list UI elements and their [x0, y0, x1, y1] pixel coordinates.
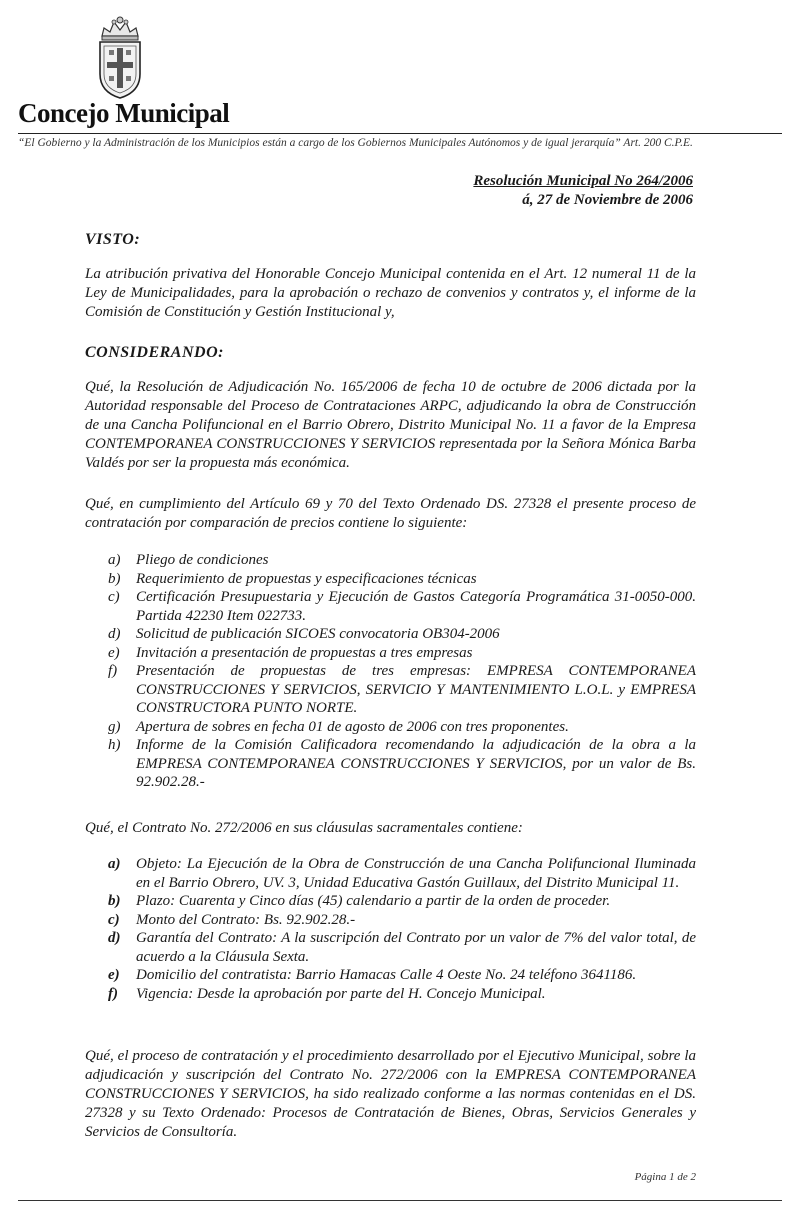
- list-item: f) Vigencia: Desde la aprobación por parte del H. Concejo Municipal.: [108, 985, 546, 1002]
- list-item: b) Plazo: Cuarenta y Cinco días (45) calendario a partir de la orden de proceder.: [108, 893, 611, 909]
- considerando-paragraph-4: Qué, el proceso de contratación y el procedimiento desarrollado por el Ejecutivo Municipal, sobre la adjudicación y suscripción del Contrato No. 272/2006 con la EMPRESA CONTEMPORANEA CONSTRUCCIONES Y SERVICIOS, ha sido realizado conforme a las normas contenidas en el DS. 27328 y su Texto Ordenado: Procesos de Contratación de Bienes, Obras, Servicios Generales y Servicios de Consultoría.: [85, 1048, 696, 1140]
- list-item: d) Garantía del Contrato: A la suscripción del Contrato por un valor de 7% del valor total, de acuerdo a la Cláusula Sexta.: [108, 930, 696, 965]
- requirements-list: [108, 551, 696, 792]
- list-item: g) Apertura de sobres en fecha 01 de agosto de 2006 con tres proponentes.: [108, 718, 569, 735]
- list-item: c) Certificación Presupuestaria y Ejecución de Gastos Categoría Programática 31-0050-000. Partida 42230 Item 022733.: [108, 589, 696, 624]
- list-item: e) Invitación a presentación de propuestas a tres empresas: [108, 644, 473, 661]
- header-divider: [18, 133, 782, 134]
- resolution-block: [473, 172, 693, 210]
- visto-heading: VISTO:: [85, 231, 141, 248]
- org-name: Concejo Municipal: [18, 98, 230, 128]
- footer-divider: [18, 1200, 782, 1201]
- list-item: e) Domicilio del contratista: Barrio Hamacas Calle 4 Oeste No. 24 teléfono 3641186.: [108, 967, 637, 983]
- visto-paragraph: La atribución privativa del Honorable Concejo Municipal contenida en el Art. 12 numeral 11 de la Ley de Municipalidades, para la aprobación o rechazo de convenios y contratos y, el informe de la Comisión de Constitución y Gestión Institucional y,: [85, 266, 696, 320]
- list-item: f) Presentación de propuestas de tres empresas: EMPRESA CONTEMPORANEA CONSTRUCCIONES Y SERVICIOS, SERVICIO Y MANTENIMIENTO L.O.L. y EMPRESA CONSTRUCTORA PUNTO NORTE.: [108, 663, 696, 716]
- resolution-date: á, 27 de Noviembre de 2006: [522, 192, 693, 208]
- header-motto: “El Gobierno y la Administración de los Municipios están a cargo de los Gobiernos Municipales Autónomos y de igual jerarquía” Art. 200 C.P.E.: [18, 137, 693, 149]
- list-item: c) Monto del Contrato: Bs. 92.902.28.-: [108, 911, 356, 928]
- considerando-heading: CONSIDERANDO:: [85, 344, 224, 361]
- list-item: a) Pliego de condiciones: [108, 552, 269, 568]
- considerando-paragraph-2: Qué, en cumplimiento del Artículo 69 y 70 del Texto Ordenado DS. 27328 el presente proceso de contratación por comparación de precios contiene lo siguiente:: [85, 496, 696, 531]
- contract-clauses-list: [108, 855, 696, 1003]
- considerando-paragraph-3: Qué, el Contrato No. 272/2006 en sus cláusulas sacramentales contiene:: [85, 820, 523, 836]
- list-item: h) Informe de la Comisión Calificadora recomendando la adjudicación de la obra a la EMPRESA CONTEMPORANEA CONSTRUCCIONES Y SERVICIOS, por un valor de Bs. 92.902.28.-: [108, 737, 696, 790]
- considerando-paragraph-1: Qué, la Resolución de Adjudicación No. 165/2006 de fecha 10 de octubre de 2006 dictada por la Autoridad responsable del Proceso de Contrataciones ARPC, adjudicando la obra de Construcción de una Cancha Polifuncional en el Barrio Obrero, Distrito Municipal No. 11 a favor de la Empresa CONTEMPORANEA CONSTRUCCIONES Y SERVICIOS representada por la Señora Mónica Barba Valdés por ser la propuesta más económica.: [85, 379, 696, 471]
- list-item: d) Solicitud de publicación SICOES convocatoria OB304-2006: [108, 626, 500, 642]
- resolution-number: Resolución Municipal No 264/2006: [473, 173, 693, 189]
- page-number: Página 1 de 2: [634, 1171, 696, 1183]
- list-item: a) Objeto: La Ejecución de la Obra de Construcción de una Cancha Polifuncional Iluminada en el Barrio Obrero, UV. 3, Unidad Educativa Gastón Guillaux, del Distrito Municipal 11.: [108, 856, 696, 891]
- list-item: b) Requerimiento de propuestas y especificaciones técnicas: [108, 570, 477, 587]
- coat-of-arms-icon: [92, 12, 148, 102]
